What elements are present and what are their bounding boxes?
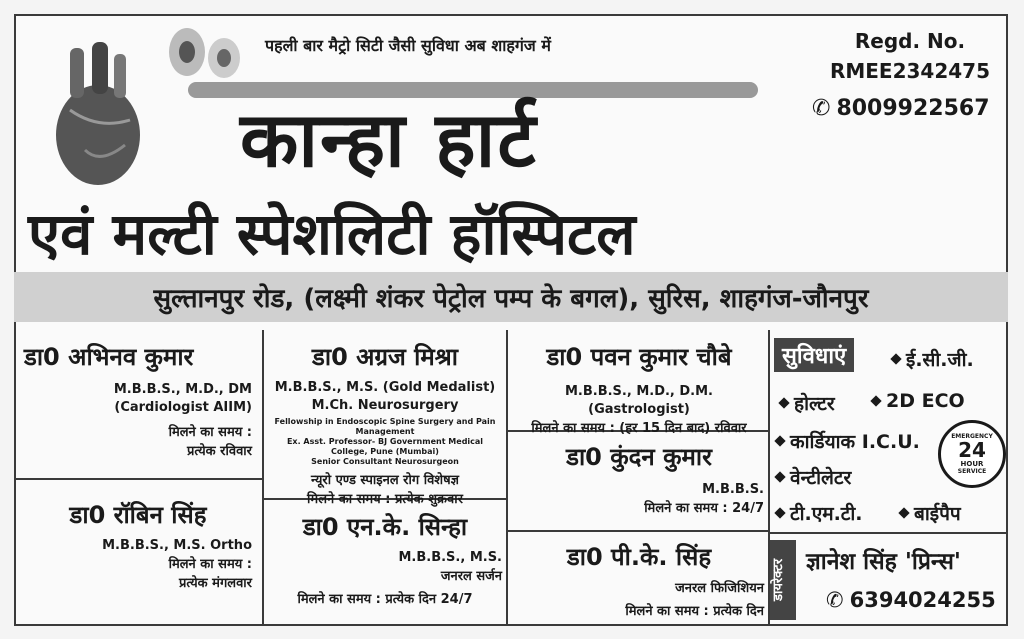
divider: [14, 478, 262, 480]
doctor-agraj: [268, 340, 502, 509]
doctor-robin: [24, 498, 252, 593]
doctor-pk: [514, 540, 764, 621]
divider: [506, 330, 508, 626]
facility-item: 2D ECO: [872, 390, 965, 412]
divider: [262, 330, 264, 626]
hospital-phone-number: 8009922567: [836, 96, 990, 121]
facility-item: ई.सी.जी.: [892, 346, 974, 372]
regd-number: RMEE2342475: [829, 59, 991, 83]
hospital-phone: [812, 96, 990, 121]
diamond-icon: [774, 507, 785, 518]
hospital-name: कान्हा हार्ट: [240, 95, 538, 184]
doctor-name: डा0 कुंदन कुमार: [566, 443, 712, 471]
doctor-role: जनरल सर्जन: [440, 569, 502, 584]
doctor-degree: (Cardiologist AIIM): [114, 400, 252, 415]
doctor-abhinav: [24, 340, 252, 461]
doctor-degree: M.B.B.S.: [702, 482, 764, 497]
address-bar: सुल्तानपुर रोड, (लक्ष्मी शंकर पेट्रोल पम्प के बगल), सुरिस, शाहगंज-जौनपुर: [14, 272, 1008, 322]
facility-item: टी.एम.टी.: [776, 500, 863, 526]
phone-icon: ✆: [812, 96, 831, 121]
facility-item: कार्डियाक I.C.U.: [776, 428, 920, 454]
doctor-time: मिलने का समय : (हर 15 दिन बाद) रविवार: [531, 421, 747, 436]
tagline: पहली बार मैट्रो सिटी जैसी सुविधा अब शाहगंज में: [265, 36, 551, 55]
facility-item: होल्टर: [780, 390, 835, 416]
doctor-sinha: [268, 510, 502, 609]
doctor-time-label: मिलने का समय :: [168, 557, 252, 572]
registration: [820, 26, 1000, 86]
doctor-degree: M.B.B.S., M.S. (Gold Medalist): [274, 380, 496, 395]
doctor-time: मिलने का समय : प्रत्येक दिन: [625, 604, 764, 619]
doctor-time: मिलने का समय : 24/7: [644, 501, 764, 516]
diamond-icon: [890, 353, 901, 364]
doctor-role: जनरल फिजिशियन: [675, 581, 764, 596]
doctor-note: Fellowship in Endoscopic Spine Surgery and Pain Management: [274, 417, 496, 436]
doctor-name: डा0 पी.के. सिंह: [566, 543, 712, 571]
divider: [506, 530, 768, 532]
doctor-chaubey: [514, 340, 764, 438]
doctor-degree: M.B.B.S., M.D., D.M. (Gastrologist): [564, 384, 713, 417]
director-phone: [826, 588, 996, 612]
heart-icon: [40, 40, 150, 190]
doctor-name: डा0 अग्रज मिश्रा: [312, 343, 458, 371]
diamond-icon: [774, 471, 785, 482]
phone-icon: ✆: [826, 588, 844, 612]
regd-label: Regd. No.: [854, 29, 966, 53]
facility-item: वेन्टीलेटर: [776, 464, 851, 490]
director-name: ज्ञानेश सिंह 'प्रिन्स': [806, 549, 961, 575]
doctor-time-value: प्रत्येक रविवार: [186, 444, 252, 459]
doctor-name: डा0 अभिनव कुमार: [24, 343, 194, 371]
doctor-name: डा0 पवन कुमार चौबे: [546, 343, 732, 371]
doctor-specialty: न्यूरो एण्ड स्पाइनल रोग विशेषज्ञ: [311, 473, 459, 488]
doctor-degree: M.B.B.S., M.D., DM: [113, 382, 252, 397]
doctor-name: डा0 एन.के. सिन्हा: [302, 513, 468, 541]
doctor-time: मिलने का समय : प्रत्येक शुक्रवार: [307, 492, 463, 507]
doctor-name: डा0 रॉबिन सिंह: [69, 501, 207, 529]
diamond-icon: [778, 397, 789, 408]
diamond-icon: [898, 507, 909, 518]
director-phone-number: 6394024255: [849, 588, 996, 612]
doctor-note: Senior Consultant Neurosurgeon: [311, 457, 459, 466]
doctor-degree: M.B.B.S., M.S.: [398, 550, 502, 565]
diamond-icon: [774, 435, 785, 446]
hospital-subtitle: एवं मल्टी स्पेशलिटी हॉस्पिटल: [28, 200, 636, 268]
facilities-title: सुविधाएं: [774, 338, 854, 372]
divider: [768, 532, 1008, 534]
doctor-time-label: मिलने का समय :: [168, 425, 252, 440]
director-label: डायरेक्टर: [770, 540, 796, 620]
diamond-icon: [870, 395, 881, 406]
doctor-kundan: [514, 440, 764, 518]
doctor-time: मिलने का समय : प्रत्येक दिन 24/7: [297, 592, 473, 607]
emergency-24-hour-badge: EMERGENCY 24 HOUR SERVICE: [938, 420, 1006, 488]
doctor-note: Ex. Asst. Professor- BJ Government Medical College, Pune (Mumbai): [286, 437, 484, 456]
doctor-degree: M.B.B.S., M.S. Ortho: [102, 538, 252, 553]
doctor-degree: M.Ch. Neurosurgery: [311, 398, 459, 413]
doctor-time-value: प्रत्येक मंगलवार: [178, 576, 252, 591]
facility-item: बाईपैप: [900, 500, 961, 526]
